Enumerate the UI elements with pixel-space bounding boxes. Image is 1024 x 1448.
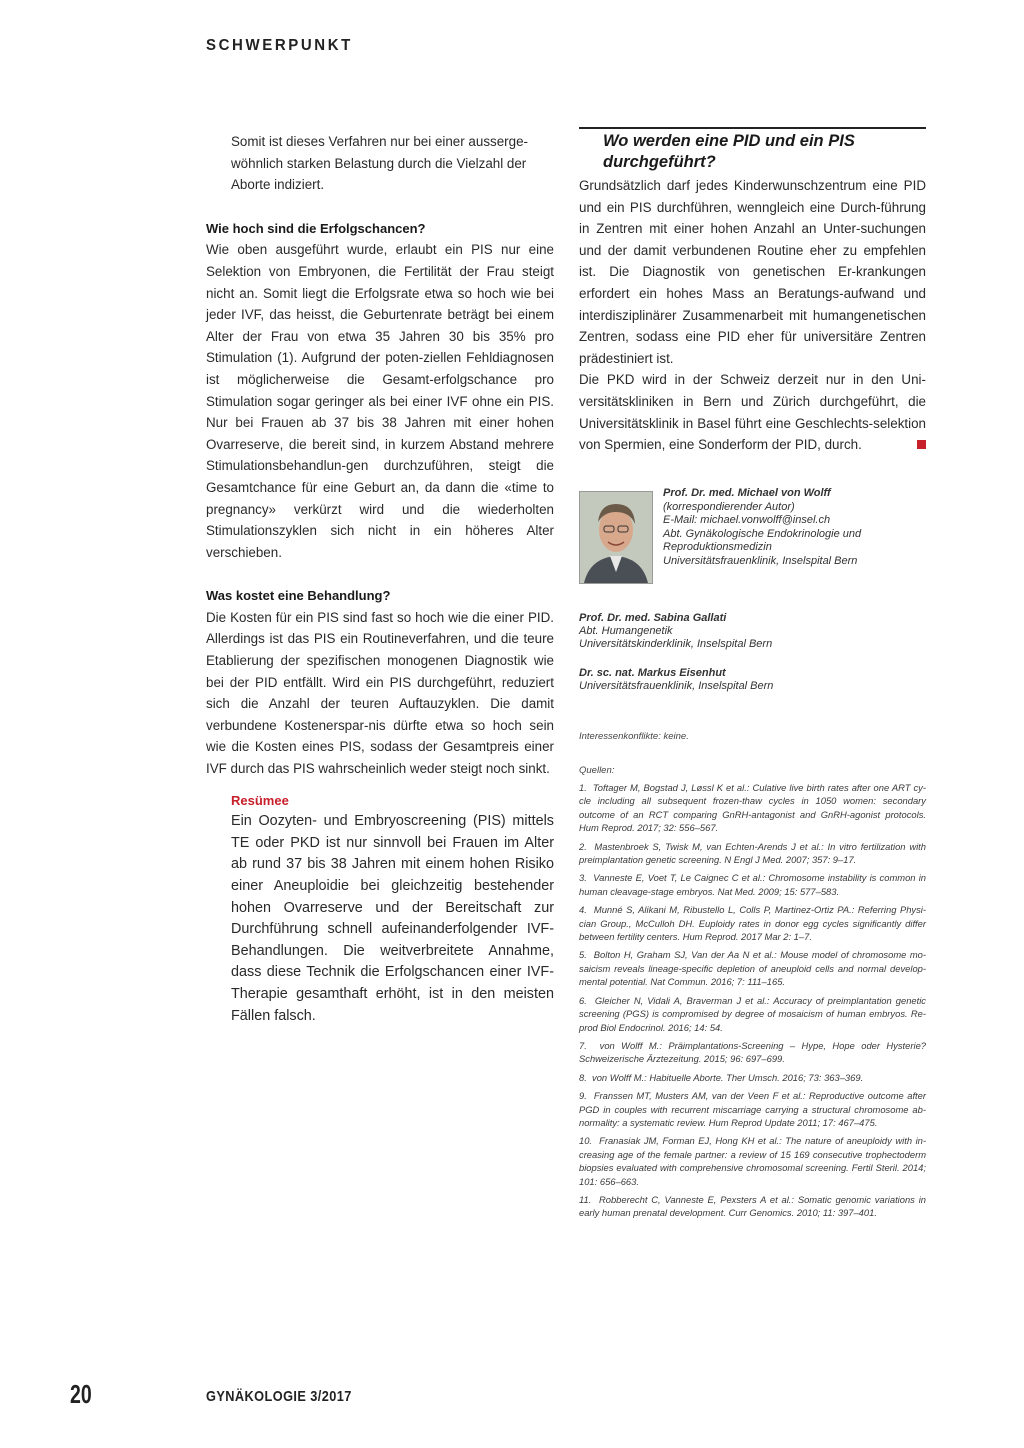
references-list: [579, 781, 926, 1225]
author-3: [579, 667, 926, 693]
reference-item: 11. Robberecht C, Vanneste E, Pexsters A et al.: Somatic genomic variations in early human prenatal development. Curr Genomics. 2010; 11: 397–401.: [579, 1193, 926, 1219]
author-2-line: Universitätskinderklinik, Inselspital Bern: [579, 638, 773, 650]
heading-kosten: Was kostet eine Behandlung?: [206, 588, 391, 604]
paragraph-pkd: [579, 369, 926, 455]
author-2-name: Prof. Dr. med. Sabina Gallati: [579, 612, 727, 624]
author-1-line: Reproduktionsmedizin: [663, 541, 772, 554]
author-1-line: (korrespondierender Autor): [663, 500, 795, 513]
conflicts-note: Interessenkonflikte: keine.: [579, 731, 689, 742]
reference-item: 9. Franssen MT, Musters AM, van der Veen F et al.: Reproductive outcome after PGD in couples with recurrent miscarriage carrying a structural chromosome ab-normality: a systematic review. Hum Reprod Update 2011; 17: 467–475.: [579, 1090, 926, 1128]
author-1-line: Universitätsfrauenklinik, Inselspital Bern: [663, 554, 858, 567]
reference-item: 7. von Wolff M.: Präimplantations-Screening – Hype, Hope oder Hysterie? Schweizerische Ärztezeitung. 2015; 96: 697–699.: [579, 1039, 926, 1065]
reference-item: 2. Mastenbroek S, Twisk M, van Echten-Arends J et al.: In vitro fertilization with preimplantation genetic screening. N Engl J Med. 2007; 357: 9–17.: [579, 840, 926, 866]
resumee-title: Resümee: [231, 792, 289, 808]
reference-item: 5. Bolton H, Graham SJ, Van der Aa N et al.: Mouse model of chromosome mo-saicism reveals lineage-specific depletion of aneuploid cells and normal develop-mental potential. Nat Commun. 2016; 7: 111–165.: [579, 949, 926, 988]
author-1-email[interactable]: E-Mail: michael.vonwolff@insel.ch: [663, 514, 831, 527]
resumee-box: [231, 790, 554, 1028]
heading-rule: [579, 127, 926, 129]
author-1-line: Abt. Gynäkologische Endokrinologie und: [663, 527, 862, 540]
reference-item: 10. Franasiak JM, Forman EJ, Hong KH et al.: The nature of aneuploidy with in-creasing age of the female partner: a review of 15 169 consecutive trophectoderm biopsies evaluated with comprehensive chromosomal screening. Fertil Steril. 2014; 101: 656–663.: [579, 1135, 926, 1187]
author-1: [663, 487, 928, 569]
intro-paragraph: Somit ist dieses Verfahren nur bei einer ausserge-wöhnlich starken Belastung durch die Vielzahl der Aborte indiziert.: [231, 134, 528, 193]
paragraph-kosten: Die Kosten für ein PIS sind fast so hoch wie die einer PID. Allerdings ist das PIS ein Routineverfahren, und die teure Etablierung der spezifischen monogenen Diagnostik wie bei der PID entfällt. Wird ein PIS durchgeführt, reduziert sich die Anzahl der teuren Auftauzyklen. Die damit verbundene Kostenerspar-nis dürfte etwa so hoch sein wie die Kosten eines PIS, sodass der Gesamtpreis einer IVF durch das PIS wahrscheinlich weder steigt noch sinkt.: [206, 609, 554, 777]
paragraph-pid-centers: Grundsätzlich darf jedes Kinderwunschzentrum eine PID und ein PIS durchführen, wenngleich eine Durch-führung in Zentren mit einer hohen Anzahl an Unter-suchungen und der damit verbundenen Routine eher zu empfehlen ist. Die Diagnostik von genetischen Er-krankungen erfordert ein hohes Mass an Beratungs-aufwand und interdisziplinärer Zusammenarbeit mit humangenetischen Zentren, sodass eine PID eher für universitäre Zentren prädestiniert ist.: [579, 178, 926, 366]
left-column: [206, 131, 554, 1027]
journal-name: GYNÄKOLOGIE 3/2017: [206, 1388, 352, 1405]
heading-erfolgschancen: Wie hoch sind die Erfolgschancen?: [206, 220, 426, 236]
section-label: SCHWERPUNKT: [206, 36, 353, 55]
references-title: Quellen:: [579, 765, 615, 776]
author-3-name: Dr. sc. nat. Markus Eisenhut: [579, 667, 726, 679]
paragraph-pkd-text: Die PKD wird in der Schweiz derzeit nur in den Uni-versitätskliniken in Bern und Zürich durchgeführt, die Universitätsklinik in Basel führt eine Geschlechts-selektion von Spermien, eine Sonderform der PID, durch.: [579, 372, 926, 453]
reference-item: 1. Toftager M, Bogstad J, Løssl K et al.: Culative live birth rates after one ART cy-cle including all subsequent frozen-thaw cycles in 1050 women: secondary outcome of an RCT comparing GnRH-antagonist and GnRH-agonist protocols. Hum Reprod. 2017; 32: 556–567.: [579, 782, 926, 834]
reference-item: 4. Munné S, Alikani M, Ribustello L, Colls P, Martinez-Ortiz PA.: Referring Physi-cian Group., McCulloh DH. Euploidy rates in donor egg cycles significantly differ between fertility centers. Hum Reprod. 2017 Mar 2: 1–7.: [579, 904, 926, 943]
heading-pid-pis: Wo werden eine PID und ein PIS durchgeführt?: [603, 132, 855, 171]
author-2-line: Abt. Humangenetik: [579, 625, 673, 637]
reference-item: 8. von Wolff M.: Habituelle Aborte. Ther Umsch. 2016; 73: 363–369.: [579, 1071, 864, 1083]
resumee-text: Ein Oozyten- und Embryoscreening (PIS) mittels TE oder PKD ist nur sinnvoll bei Frauen im Alter ab rund 37 bis 38 Jahren mit einem hohen Risiko einer Aneuploidie bei gleichzeitig bestehender hohen Ovarreserve und der Bereitschaft zur Durchführung schnell aufeinanderfolgender IVF-Behandlungen. Die weitverbreitete Annahme, dass diese Technik die Erfolgschancen einer IVF-Therapie gesamthaft erhöht, ist in den meisten Fällen falsch.: [231, 813, 554, 1024]
author-2: [579, 612, 926, 651]
end-mark-icon: [917, 440, 926, 449]
right-column: [579, 131, 926, 456]
page-number: 20: [70, 1379, 92, 1409]
author-3-line: Universitätsfrauenklinik, Inselspital Bern: [579, 680, 774, 693]
reference-item: 3. Vanneste E, Voet T, Le Caignec C et al.: Chromosome instability is common in human cleavage-stage embryos. Nat Med. 2009; 15: 577–583.: [579, 872, 926, 897]
paragraph-erfolgschancen: Wie oben ausgeführt wurde, erlaubt ein PIS nur eine Selektion von Embryonen, die Fertilität der Frau steigt nicht an. Somit liegt die Erfolgsrate etwa so hoch wie bei jeder IVF, das heisst, die Geburtenrate beträgt bei einem Alter der Frau von etwa 35 Jahren 30 bis 35% pro Stimulation (1). Aufgrund der poten-ziellen Fehldiagnosen ist möglicherweise die Gesamt-erfolgschance pro Stimulation sogar geringer als bei einer IVF ohne ein PIS. Nur bei Frauen ab 37 bis 38 Jahren mit einer hohen Ovarreserve, die bereit sind, in kurzem Abstand mehrere Stimulationsbehandlun-gen durchzuführen, steigt die Gesamtchance für eine Geburt an, da dann die «time to pregnancy» verkürzt wird und die wiederholten Stimulationszyklen sich nicht in ein höheres Alter verschieben.: [206, 242, 554, 560]
author-photo: [579, 491, 653, 584]
author-1-name: Prof. Dr. med. Michael von Wolff: [663, 487, 831, 499]
reference-item: 6. Gleicher N, Vidali A, Braverman J et al.: Accuracy of preimplantation genetic screening (PGS) is compromised by degree of mosaicism of human embryos. Re-prod Biol Endocrinol. 2016; 14: 54.: [579, 994, 926, 1033]
